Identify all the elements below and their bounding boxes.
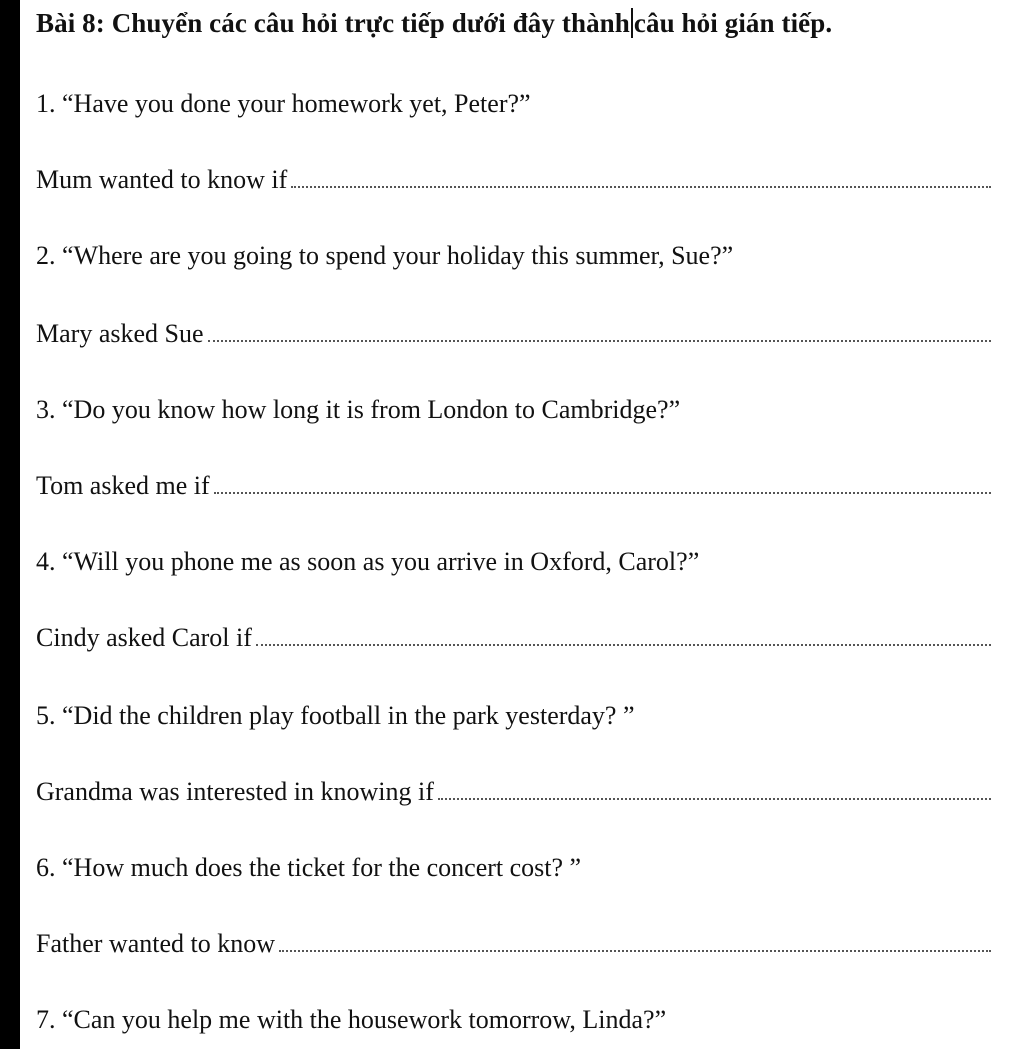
answer-blank-3[interactable]: [214, 492, 991, 494]
answer-blank-4[interactable]: [256, 644, 991, 646]
question-3-prompt: 3. “Do you know how long it is from London to Cambridge?”: [36, 395, 681, 424]
question-4-answer-start: Cindy asked Carol if: [36, 623, 252, 652]
question-4-prompt: 4. “Will you phone me as soon as you arrive in Oxford, Carol?”: [36, 547, 700, 576]
question-6-prompt: 6. “How much does the ticket for the concert cost? ”: [36, 853, 582, 882]
question-5-answer-start: Grandma was interested in knowing if: [36, 777, 434, 806]
question-7-prompt: 7. “Can you help me with the housework tomorrow, Linda?”: [36, 1005, 667, 1034]
question-4-answer-line[interactable]: [36, 622, 991, 654]
answer-blank-5[interactable]: [438, 798, 991, 800]
answer-blank-6[interactable]: [279, 950, 991, 952]
question-6-answer-start: Father wanted to know: [36, 929, 276, 958]
question-2-prompt: 2. “Where are you going to spend your holiday this summer, Sue?”: [36, 241, 734, 270]
title-text-part2: câu hỏi gián tiếp.: [633, 8, 833, 38]
left-border-bar: [0, 0, 20, 1049]
question-6-answer-line[interactable]: [36, 928, 991, 960]
question-5-prompt: 5. “Did the children play football in the park yesterday? ”: [36, 701, 635, 730]
answer-blank-2[interactable]: [208, 340, 991, 342]
question-5-answer-line[interactable]: [36, 776, 991, 808]
text-cursor: [631, 8, 633, 38]
title-text-part1: Bài 8: Chuyển các câu hỏi trực tiếp dưới đây thành: [36, 8, 630, 38]
question-1-prompt: 1. “Have you done your homework yet, Peter?”: [36, 89, 531, 118]
question-2-answer-start: Mary asked Sue: [36, 319, 204, 348]
question-3-answer-start: Tom asked me if: [36, 471, 210, 500]
exercise-title: [36, 8, 832, 39]
question-1-answer-line[interactable]: [36, 164, 991, 196]
answer-blank-1[interactable]: [291, 186, 991, 188]
question-1-answer-start: Mum wanted to know if: [36, 165, 288, 194]
question-2-answer-line[interactable]: [36, 318, 991, 350]
question-3-answer-line[interactable]: [36, 470, 991, 502]
